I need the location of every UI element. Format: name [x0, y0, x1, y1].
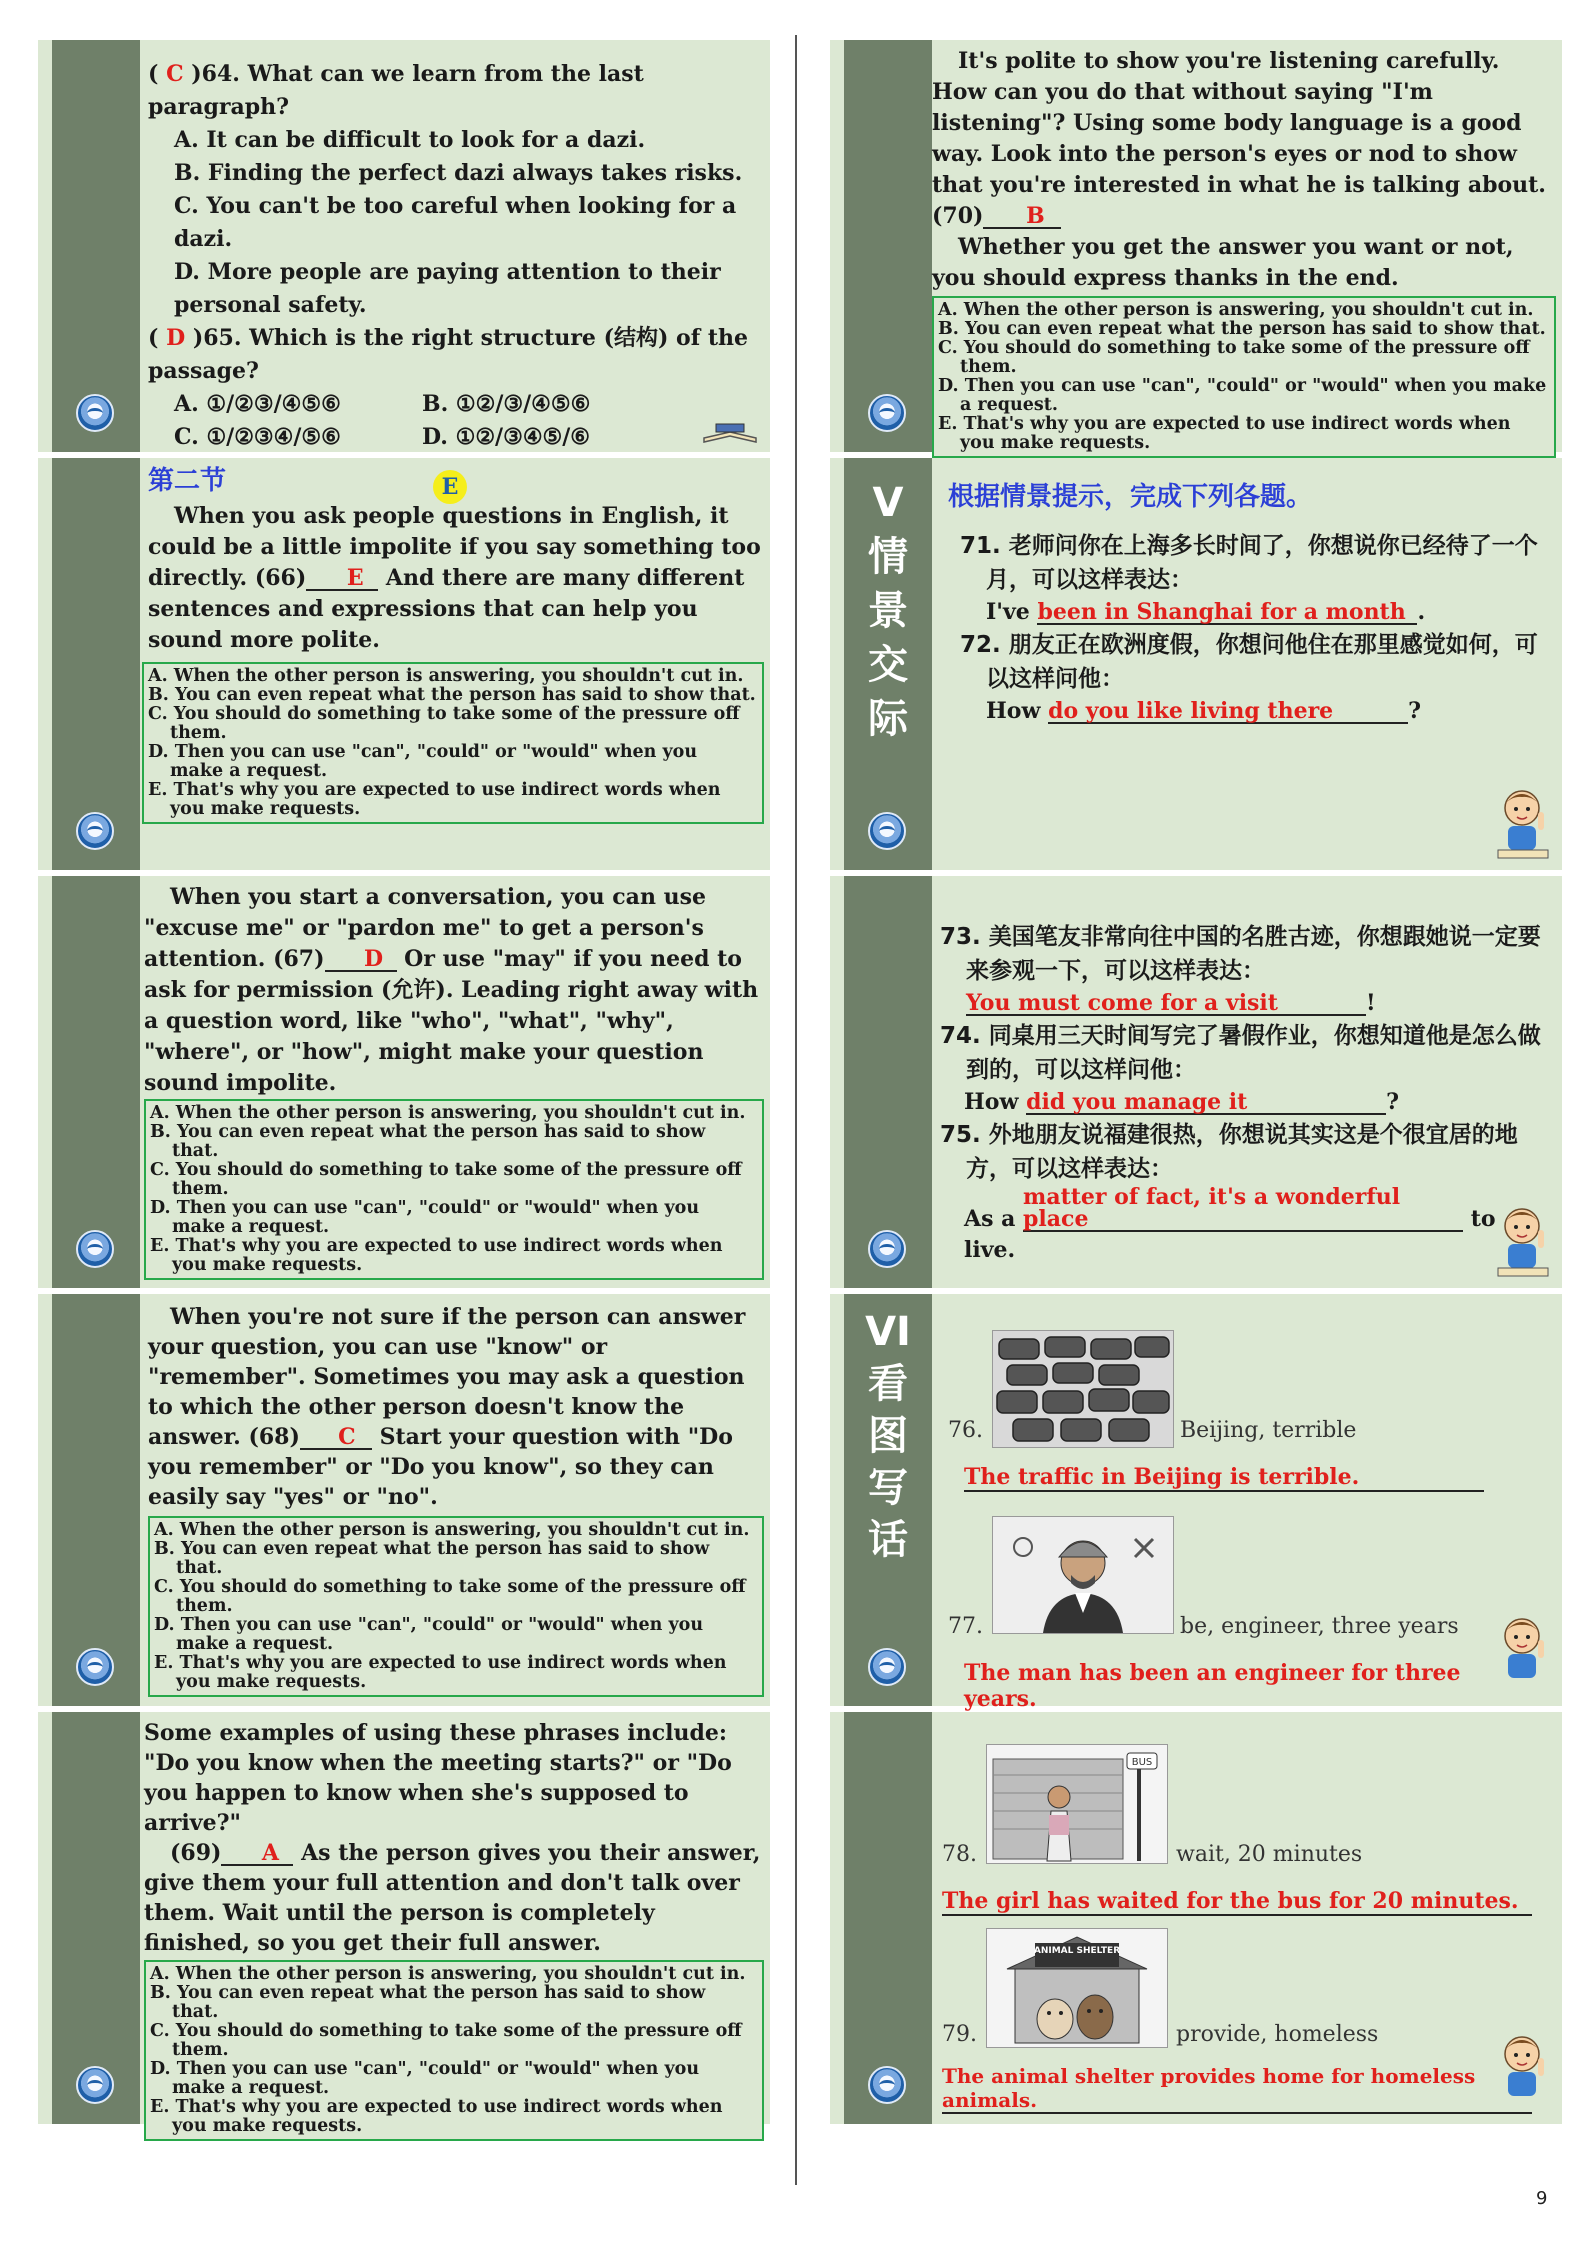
page-divider	[795, 35, 797, 2185]
bus-sign-text: BUS	[1131, 1757, 1153, 1768]
q64-option-d: D. More people are paying attention to their personal safety.	[174, 259, 721, 318]
option-b: B. You can even repeat what the person has said to show that.	[150, 1983, 706, 2022]
q77-number: 77.	[948, 1614, 983, 1639]
q65-options-row2: C. ①/②③④/⑤⑥ D. ①②/③④⑤/⑥	[174, 424, 591, 450]
q78-answer: The girl has waited for the bus for 20 minutes.	[942, 1888, 1532, 1916]
section-vi-title: VI看图写话	[865, 1309, 911, 1563]
q74-answer: did you manage it	[1026, 1091, 1386, 1115]
slide-sidebar	[52, 1712, 140, 2124]
slide-sidebar	[844, 458, 932, 870]
option-e: E. That's why you are expected to use indirect words when you make requests.	[150, 2097, 723, 2136]
option-a: A. When the other person is answering, you shouldn't cut in.	[150, 1103, 746, 1123]
slide-sidebar	[52, 1294, 140, 1706]
slide-sidebar	[844, 1294, 932, 1706]
q75-answer: matter of fact, it's a wonderful place	[1023, 1186, 1463, 1232]
option-e: E. That's why you are expected to use indirect words when you make requests.	[148, 780, 721, 819]
option-c: C. You should do something to take some of the pressure off them.	[938, 338, 1530, 377]
options-box	[144, 1960, 764, 2141]
school-logo-icon	[868, 1648, 906, 1686]
slide-sidebar	[844, 1712, 932, 2124]
student-cartoon-icon	[1492, 1200, 1554, 1280]
school-logo-icon	[868, 812, 906, 850]
slide-sidebar	[844, 40, 932, 452]
slide-q70	[830, 40, 1562, 452]
option-c: C. You should do something to take some of the pressure off them.	[148, 704, 740, 743]
options-box	[932, 296, 1556, 458]
section-heading: 第二节	[148, 466, 227, 496]
q79-cue: provide, homeless	[1176, 2022, 1379, 2047]
q73-line: You must come for a visit !	[966, 990, 1376, 1016]
shelter-sign-text: ANIMAL SHELTER	[1033, 1946, 1121, 1956]
option-a: A. When the other person is answering, you shouldn't cut in.	[938, 300, 1534, 320]
answer-69: A	[221, 1842, 293, 1866]
q64-option-a: A. It can be difficult to look for a dazi.	[174, 127, 646, 153]
school-logo-icon	[76, 2066, 114, 2104]
option-d: D. Then you can use "can", "could" or "would" when you make a request.	[154, 1615, 704, 1654]
q76-answer: The traffic in Beijing is terrible.	[964, 1464, 1484, 1492]
answer-badge: E	[433, 470, 467, 504]
slide-sidebar	[52, 876, 140, 1288]
answer-70: B	[983, 205, 1061, 229]
slide-q69	[38, 1712, 770, 2136]
school-logo-icon	[76, 812, 114, 850]
q76-number: 76.	[948, 1418, 983, 1443]
q74-line: How did you manage it ?	[964, 1089, 1399, 1115]
school-logo-icon	[868, 2066, 906, 2104]
q77-answer: The man has been an engineer for three years.	[964, 1660, 1484, 1714]
bus-stop-image	[986, 1744, 1168, 1864]
slide-q66	[38, 458, 770, 870]
animal-shelter-image	[986, 1928, 1168, 2048]
option-b: B. You can even repeat what the person has said to show that.	[154, 1539, 710, 1578]
q64-answer: C	[166, 61, 184, 87]
q65-options-row1: A. ①/②③/④⑤⑥ B. ①②/③/④⑤⑥	[174, 391, 591, 417]
option-a: A. When the other person is answering, you shouldn't cut in.	[154, 1520, 750, 1540]
option-b: B. You can even repeat what the person has said to show that.	[148, 685, 756, 705]
q74-prompt: 74. 同桌用三天时间写完了暑假作业，你想知道他是怎么做到的，可以这样问他：	[940, 1023, 1541, 1083]
answer-68: C	[300, 1426, 372, 1450]
option-c: C. You should do something to take some of the pressure off them.	[154, 1577, 746, 1616]
q73-prompt: 73. 美国笔友非常向往中国的名胜古迹，你想跟她说一定要来参观一下，可以这样表达：	[940, 924, 1541, 984]
school-logo-icon	[868, 394, 906, 432]
section-v-title: V情景交际	[868, 480, 908, 742]
options-box	[144, 1099, 764, 1280]
slide-q78-79	[830, 1712, 1562, 2124]
option-e: E. That's why you are expected to use indirect words when you make requests.	[938, 414, 1511, 453]
q79-number: 79.	[942, 2022, 977, 2047]
school-logo-icon	[76, 1648, 114, 1686]
slide-q73-75	[830, 876, 1562, 1288]
slide-q67	[38, 876, 770, 1288]
paragraph-69a: Some examples of using these phrases include: "Do you know when the meeting starts?" or "Do you happen to know when she's supposed to arrive?"	[144, 1720, 732, 1836]
options-box	[148, 1516, 764, 1697]
school-logo-icon	[868, 1230, 906, 1268]
slide-q64-65	[38, 40, 770, 452]
page-number: 9	[1536, 2188, 1548, 2209]
q71-prompt: 71. 老师问你在上海多长时间了，你想说你已经待了一个月，可以这样表达：	[960, 533, 1538, 593]
paragraph-69b: (69) A As the person gives you their answer, give them your full attention and don't talk over them. Wait until the person is completely finished, so you get their full answer.	[144, 1840, 761, 1956]
option-c: C. You should do something to take some of the pressure off them.	[150, 2021, 742, 2060]
engineer-image	[992, 1516, 1174, 1634]
slide-sidebar	[844, 876, 932, 1288]
slide-q76-77	[830, 1294, 1562, 1712]
option-a: A. When the other person is answering, you shouldn't cut in.	[150, 1964, 746, 1984]
school-logo-icon	[76, 394, 114, 432]
slide-q71-72	[830, 458, 1562, 870]
option-d: D. Then you can use "can", "could" or "would" when you make a request.	[150, 1198, 700, 1237]
q65-stem: ( D )65. Which is the right structure (结构) of the passage?	[148, 325, 748, 384]
q71-answer: been in Shanghai for a month	[1037, 601, 1417, 625]
q65-answer: D	[166, 325, 186, 351]
q64-option-c: C. You can't be too careful when looking for a dazi.	[174, 193, 737, 252]
option-d: D. Then you can use "can", "could" or "would" when you make a request.	[150, 2059, 700, 2098]
school-logo-icon	[76, 1230, 114, 1268]
paragraph-67: When you start a conversation, you can use "excuse me" or "pardon me" to get a person's attention. (67) D Or use "may" if you need to ask for permission (允许). Leading right away with a question word, like "who", "what", "why", "where", or "how", might make your question sound impolite.	[144, 884, 759, 1096]
q72-line: How do you like living there ?	[986, 698, 1421, 724]
option-b: B. You can even repeat what the person has said to show that.	[150, 1122, 706, 1161]
option-e: E. That's why you are expected to use indirect words when you make requests.	[150, 1236, 723, 1275]
traffic-jam-image	[992, 1330, 1174, 1448]
instruction: 根据情景提示，完成下列各题。	[948, 482, 1313, 512]
student-cartoon-icon	[1492, 782, 1554, 862]
q75-prompt: 75. 外地朋友说福建很热，你想说其实这是个很宜居的地方，可以这样表达：	[940, 1122, 1518, 1182]
option-d: D. Then you can use "can", "could" or "would" when you make a request.	[938, 376, 1547, 415]
q78-cue: wait, 20 minutes	[1176, 1842, 1363, 1867]
student-cartoon-icon	[1492, 1610, 1554, 1690]
answer-66: E	[306, 567, 378, 591]
option-e: E. That's why you are expected to use indirect words when you make requests.	[154, 1653, 727, 1692]
q71-line: I've been in Shanghai for a month .	[986, 599, 1426, 625]
option-a: A. When the other person is answering, you shouldn't cut in.	[148, 666, 744, 686]
q79-answer: The animal shelter provides home for homeless animals.	[942, 2064, 1532, 2114]
q78-number: 78.	[942, 1842, 977, 1867]
option-c: C. You should do something to take some of the pressure off them.	[150, 1160, 742, 1199]
q72-answer: do you like living there	[1048, 700, 1408, 724]
q64-stem: ( C )64. What can we learn from the last paragraph?	[148, 61, 644, 120]
option-d: D. Then you can use "can", "could" or "would" when you make a request.	[148, 742, 698, 781]
paragraph-66: When you ask people questions in English, it could be a little impolite if you say something too directly. (66) E And there are many different sentences and expressions that can help you sound more polite.	[148, 503, 761, 653]
q73-answer: You must come for a visit	[966, 992, 1366, 1016]
q72-prompt: 72. 朋友正在欧洲度假，你想问他住在那里感觉如何，可以这样问他：	[960, 632, 1538, 692]
slide-sidebar	[52, 40, 140, 452]
option-b: B. You can even repeat what the person has said to show that.	[938, 319, 1546, 339]
q77-cue: be, engineer, three years	[1180, 1614, 1459, 1639]
paragraph-70b: Whether you get the answer you want or not, you should express thanks in the end.	[932, 234, 1514, 291]
slide-sidebar	[52, 458, 140, 870]
q64-option-b: B. Finding the perfect dazi always takes risks.	[174, 160, 743, 186]
q75-line: As a matter of fact, it's a wonderful place to	[964, 1184, 1496, 1232]
student-cartoon-icon	[1492, 2028, 1554, 2108]
book-icon	[700, 418, 760, 444]
answer-67: D	[325, 948, 397, 972]
q76-cue: Beijing, terrible	[1180, 1418, 1357, 1443]
paragraph-70a: It's polite to show you're listening carefully. How can you do that without saying "I'm listening"? Using some body language is a good way. Look into the person's eyes or nod to show that you're interested in what he is talking about. (70) B	[932, 48, 1546, 229]
q75-line2: live.	[964, 1237, 1016, 1263]
options-box	[142, 662, 764, 824]
paragraph-68: When you're not sure if the person can answer your question, you can use "know" or "remember". Sometimes you may ask a question to which the other person doesn't know the answer. (68) C Start your question with "Do you remember" or "Do you know", so they can easily say "yes" or "no".	[148, 1304, 746, 1510]
slide-q68	[38, 1294, 770, 1706]
